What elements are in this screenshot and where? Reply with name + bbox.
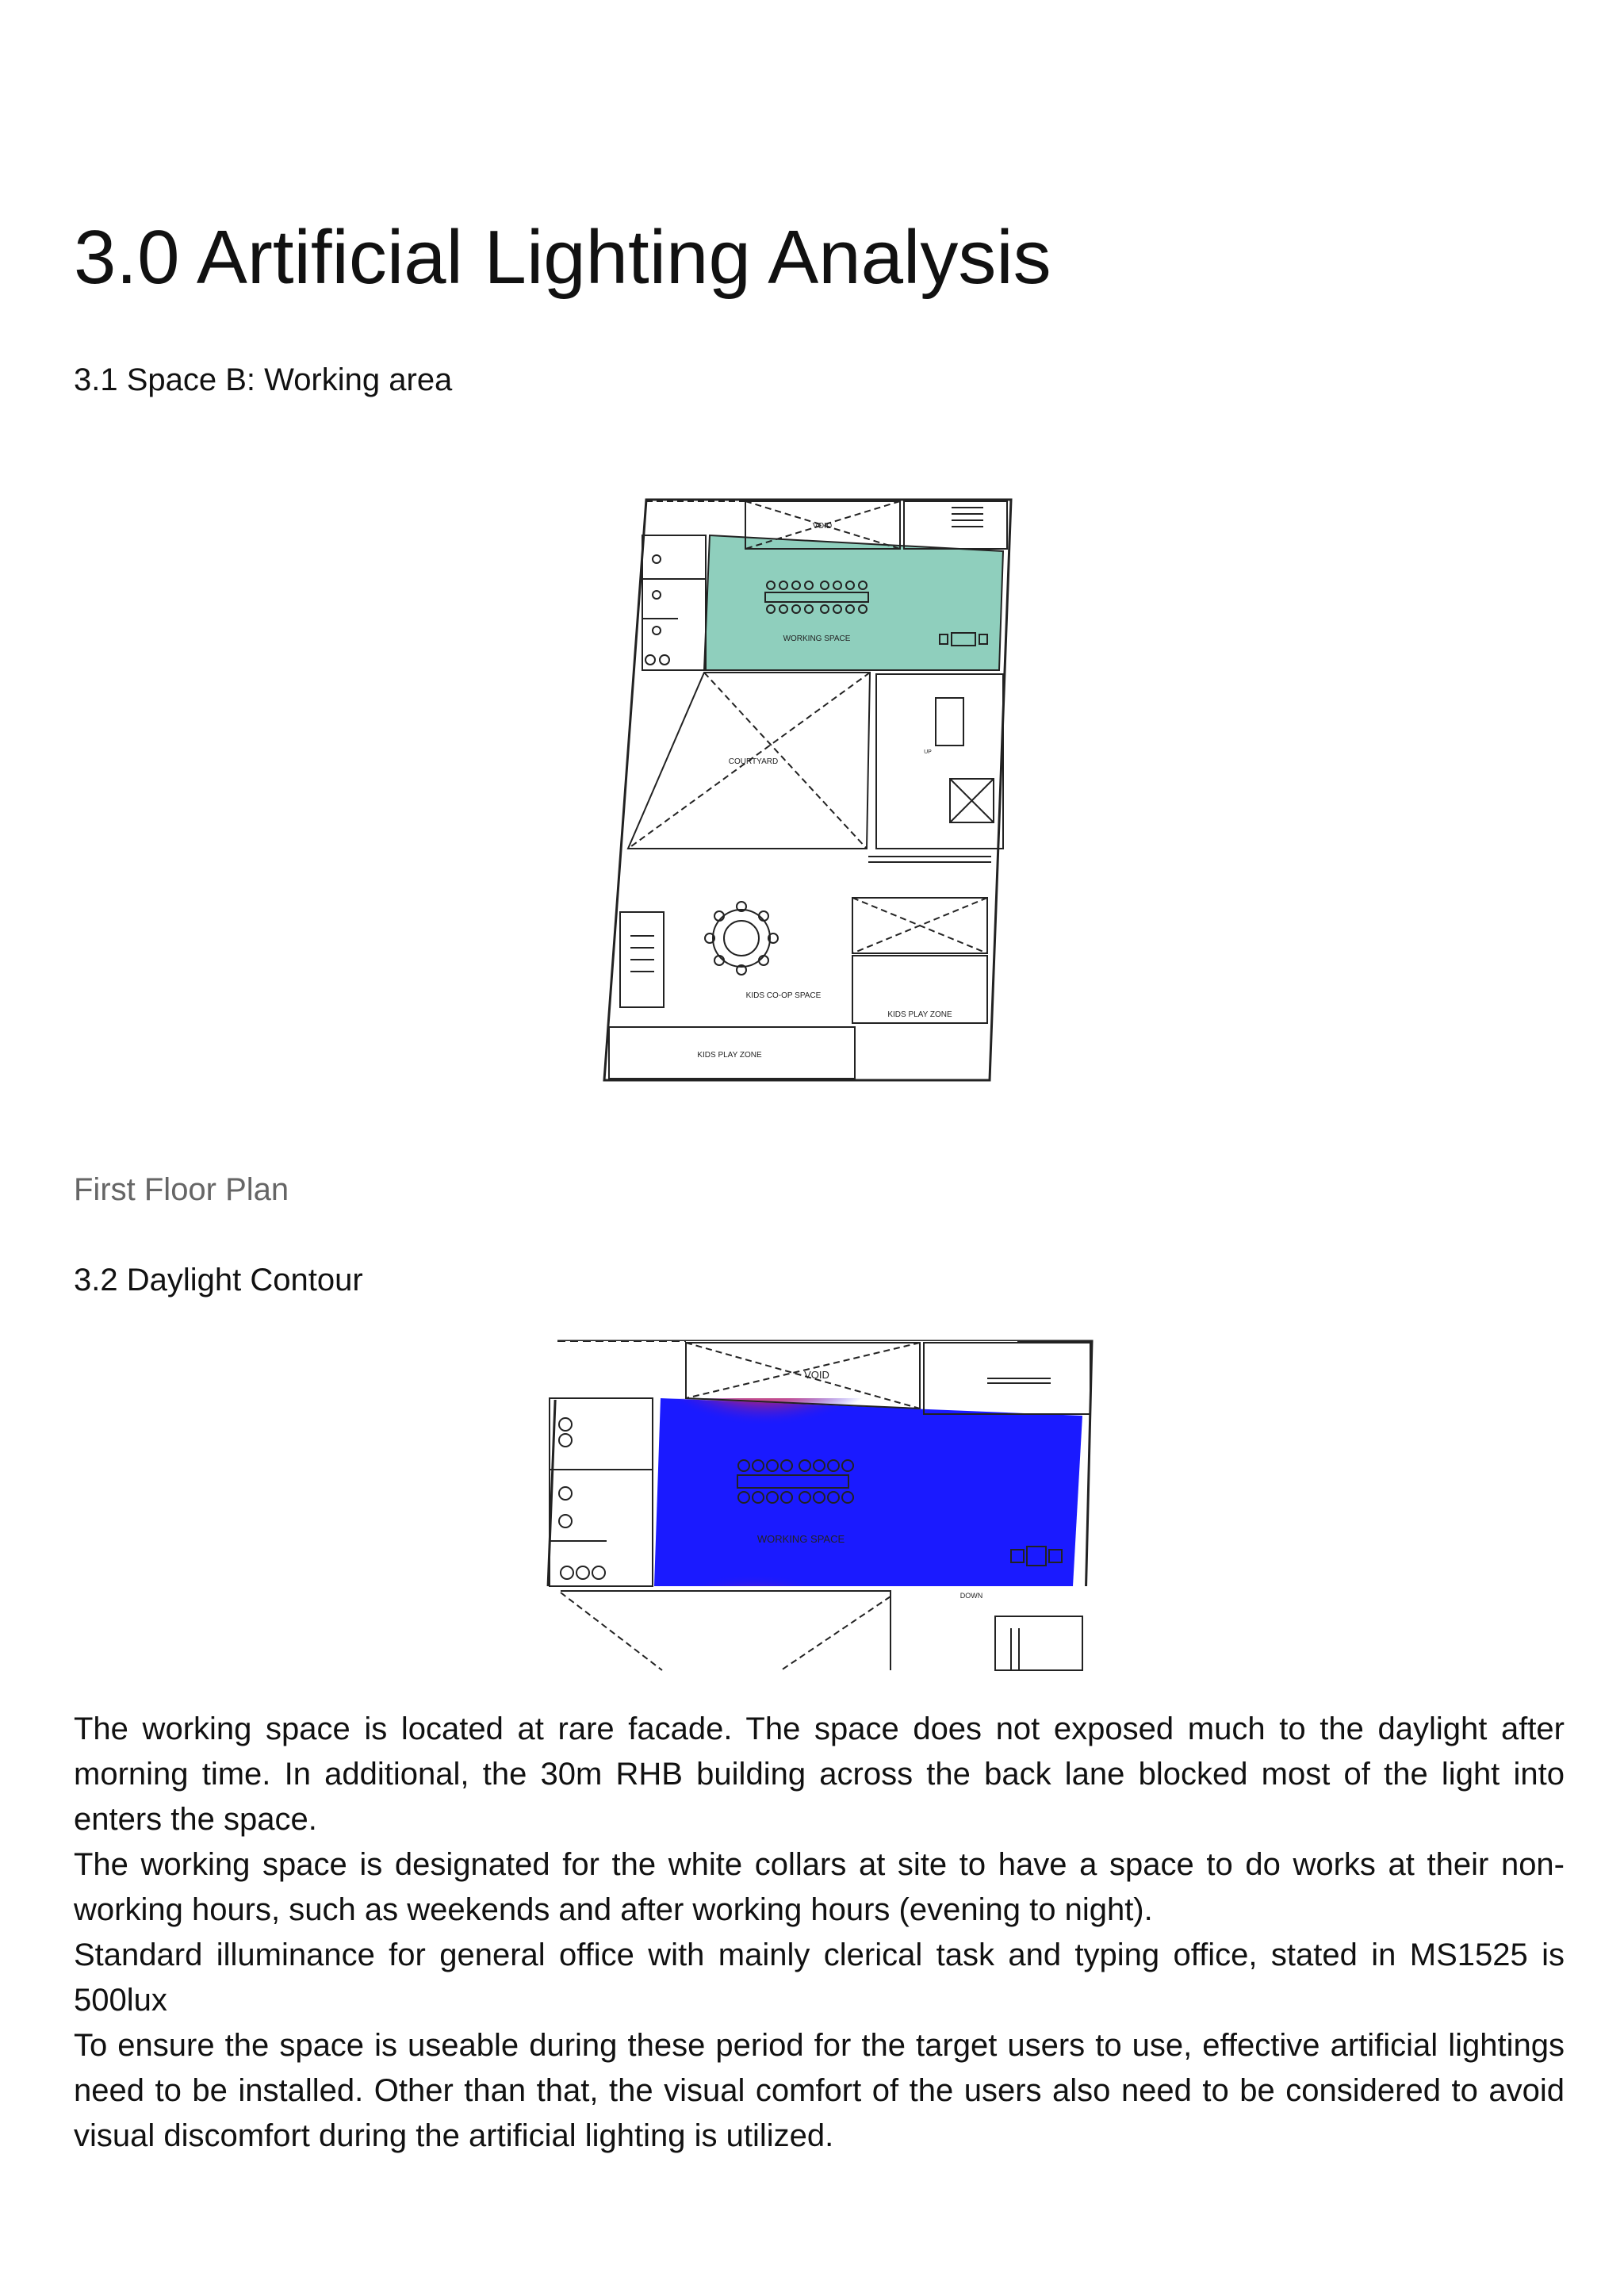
- body-paragraph: To ensure the space is useable during these period for the target users to use, effective artificial lightings need to be installed. Other than that, the visual comfort of the users also need to be considered to avoid visual discomfort during the artificial lighting is utilized.: [74, 2028, 1565, 2153]
- contour-void-label: VOID: [804, 1369, 829, 1381]
- plan-up-note: UP: [924, 749, 932, 755]
- daylight-contour-figure: [543, 1339, 1094, 1672]
- daylight-contour-drawing: [543, 1339, 1094, 1672]
- body-paragraph: Standard illuminance for general office with mainly clerical task and typing office, stated in MS1525 is 500lux: [74, 1938, 1565, 2018]
- body-paragraph: The working space is designated for the white collars at site to have a space to do works at their non-working hours, such as weekends and after working hours (evening to night).: [74, 1847, 1565, 1927]
- plan-kids-play-zone-bottom-label: KIDS PLAY ZONE: [697, 1051, 762, 1060]
- first-floor-plan-drawing: [603, 492, 1015, 1087]
- section-heading-space-b: 3.1 Space B: Working area: [74, 362, 453, 397]
- plan-kids-play-zone-right-label: KIDS PLAY ZONE: [887, 1010, 952, 1019]
- section-heading-daylight-contour: 3.2 Daylight Contour: [74, 1263, 363, 1297]
- contour-down-note: DOWN: [959, 1592, 983, 1600]
- figure-caption-first-floor-plan: First Floor Plan: [74, 1172, 289, 1207]
- plan-void-label: VOID: [812, 522, 833, 531]
- body-paragraph: The working space is located at rare facade. The space does not exposed much to the daylight after morning time. In additional, the 30m RHB building across the back lane blocked most of the light into enters the space.: [74, 1711, 1565, 1837]
- page-title: 3.0 Artificial Lighting Analysis: [74, 215, 1051, 300]
- plan-kids-coop-label: KIDS CO-OP SPACE: [745, 991, 822, 1000]
- body-text: [74, 1707, 1565, 2159]
- contour-working-space-label: WORKING SPACE: [756, 1533, 845, 1545]
- plan-working-space-label: WORKING SPACE: [783, 634, 851, 643]
- plan-courtyard-label: COURTYARD: [728, 757, 779, 766]
- first-floor-plan-figure: [603, 492, 1015, 1087]
